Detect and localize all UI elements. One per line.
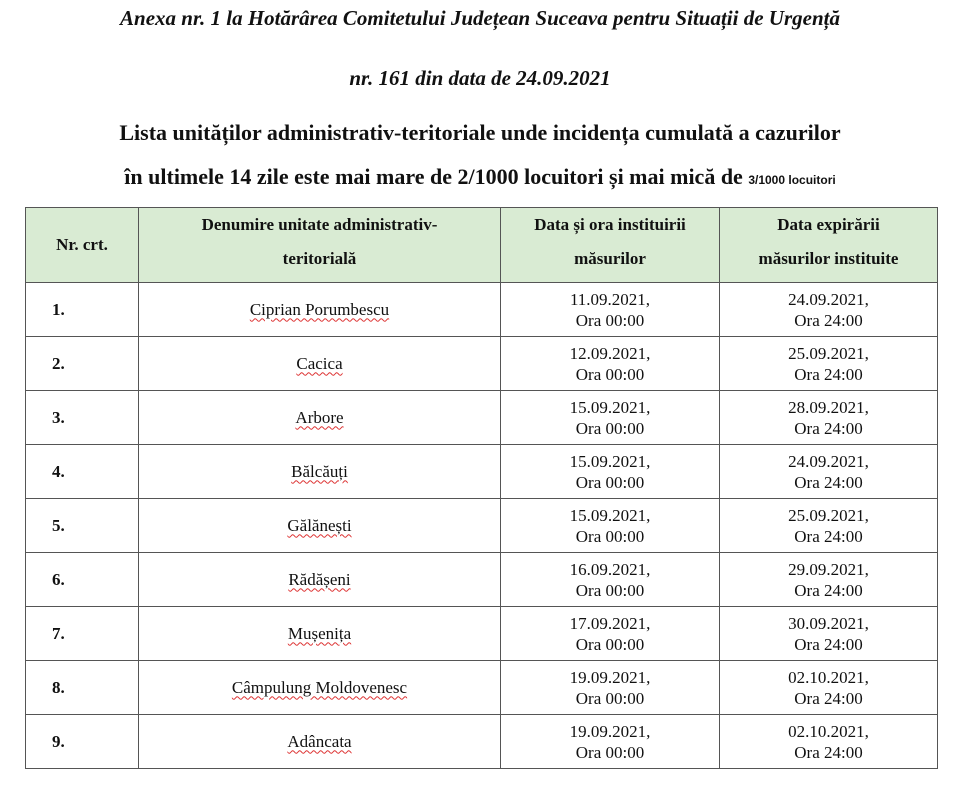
table-row (26, 283, 938, 337)
row-end-time: Ora 24:00 (794, 688, 863, 708)
row-uat (139, 283, 501, 337)
row-start-date: 15.09.2021, (569, 505, 651, 525)
row-nr: 7. (26, 607, 139, 661)
table-row (26, 661, 938, 715)
row-nr: 2. (26, 337, 139, 391)
row-end-time: Ora 24:00 (794, 472, 863, 492)
row-end-date: 29.09.2021, (788, 559, 869, 579)
row-uat-name: Rădășeni (288, 569, 351, 589)
row-start-date: 15.09.2021, (569, 397, 651, 417)
row-start-date: 11.09.2021, (569, 289, 651, 309)
row-start-date: 16.09.2021, (569, 559, 651, 579)
row-uat-name: Câmpulung Moldovenesc (231, 677, 408, 697)
row-start (501, 337, 720, 391)
row-end-time: Ora 24:00 (794, 364, 863, 384)
row-end-date: 30.09.2021, (788, 613, 869, 633)
header-data-expirare-l2: măsurilor instituite (758, 249, 899, 268)
row-end-time: Ora 24:00 (794, 742, 863, 762)
row-end-time: Ora 24:00 (794, 310, 863, 330)
row-uat (139, 391, 501, 445)
header-data-expirare-l1: Data expirării (777, 215, 880, 234)
row-start-time: Ora 00:00 (575, 688, 645, 708)
row-uat-name: Ciprian Porumbescu (249, 299, 390, 319)
row-nr: 6. (26, 553, 139, 607)
row-uat (139, 715, 501, 769)
row-uat (139, 337, 501, 391)
row-end (720, 553, 938, 607)
row-end (720, 499, 938, 553)
row-start (501, 391, 720, 445)
document-title-line2 (0, 164, 960, 190)
row-uat-name: Bălcăuți (291, 461, 348, 481)
row-end (720, 337, 938, 391)
row-end-date: 24.09.2021, (788, 289, 869, 309)
row-start-time: Ora 00:00 (575, 364, 645, 384)
row-uat-name: Cacica (296, 353, 343, 373)
row-start-time: Ora 00:00 (575, 634, 645, 654)
row-start-time: Ora 00:00 (575, 526, 645, 546)
annex-header-line1: Anexa nr. 1 la Hotărârea Comitetului Județean Suceava pentru Situații de Urgență (120, 6, 840, 30)
row-end (720, 445, 938, 499)
row-start-date: 12.09.2021, (569, 343, 651, 363)
header-nr: Nr. crt. (26, 208, 139, 283)
row-start (501, 283, 720, 337)
row-uat-name: Gălănești (287, 515, 352, 535)
row-start-date: 15.09.2021, (569, 451, 651, 471)
table-row (26, 553, 938, 607)
row-start (501, 715, 720, 769)
table-row (26, 607, 938, 661)
table-row (26, 715, 938, 769)
row-uat-name: Arbore (295, 407, 344, 427)
uat-table (25, 207, 938, 769)
table-row (26, 391, 938, 445)
table-row (26, 337, 938, 391)
header-data-instituire-l1: Data și ora instituirii (534, 215, 686, 234)
header-data-instituire-l2: măsurilor (574, 249, 646, 268)
row-start-date: 19.09.2021, (569, 721, 651, 741)
header-denumire (139, 208, 501, 283)
row-start (501, 661, 720, 715)
header-data-instituire (501, 208, 720, 283)
row-uat-name: Adâncata (287, 731, 352, 751)
row-uat (139, 445, 501, 499)
row-end-date: 28.09.2021, (788, 397, 869, 417)
row-uat (139, 607, 501, 661)
table-row (26, 445, 938, 499)
document-title-line1: Lista unităților administrativ-teritoriale unde incidența cumulată a cazurilor (119, 120, 841, 145)
table-row (26, 499, 938, 553)
row-nr: 3. (26, 391, 139, 445)
row-end (720, 715, 938, 769)
header-data-expirare (720, 208, 938, 283)
row-uat (139, 661, 501, 715)
row-uat (139, 499, 501, 553)
row-start-date: 19.09.2021, (569, 667, 651, 687)
row-end-date: 24.09.2021, (788, 451, 869, 471)
row-end-date: 02.10.2021, (788, 721, 869, 741)
row-start (501, 499, 720, 553)
title-line2-small: 3/1000 locuitori (748, 173, 836, 187)
row-end-time: Ora 24:00 (794, 526, 863, 546)
row-end-time: Ora 24:00 (794, 418, 863, 438)
row-end-time: Ora 24:00 (794, 634, 863, 654)
row-end-date: 25.09.2021, (788, 505, 869, 525)
row-start-time: Ora 00:00 (575, 472, 645, 492)
row-nr: 4. (26, 445, 139, 499)
row-nr: 9. (26, 715, 139, 769)
row-nr: 1. (26, 283, 139, 337)
row-end (720, 607, 938, 661)
header-denumire-l2: teritorială (282, 249, 357, 268)
row-uat (139, 553, 501, 607)
row-start-time: Ora 00:00 (575, 310, 645, 330)
row-end (720, 661, 938, 715)
row-start-time: Ora 00:00 (575, 742, 645, 762)
row-start (501, 445, 720, 499)
title-line2-main: în ultimele 14 zile este mai mare de 2/1000 locuitori și mai mică de (124, 164, 743, 189)
annex-header-line2: nr. 161 din data de 24.09.2021 (349, 66, 611, 90)
table-header-row (26, 208, 938, 283)
header-denumire-l1: Denumire unitate administrativ- (201, 215, 438, 234)
row-end-date: 25.09.2021, (788, 343, 869, 363)
row-uat-name: Mușenița (287, 623, 352, 643)
row-end-time: Ora 24:00 (794, 580, 863, 600)
row-start (501, 553, 720, 607)
row-nr: 5. (26, 499, 139, 553)
row-nr: 8. (26, 661, 139, 715)
row-end-date: 02.10.2021, (788, 667, 869, 687)
row-start (501, 607, 720, 661)
row-start-date: 17.09.2021, (569, 613, 651, 633)
row-start-time: Ora 00:00 (575, 580, 645, 600)
row-start-time: Ora 00:00 (575, 418, 645, 438)
row-end (720, 391, 938, 445)
row-end (720, 283, 938, 337)
